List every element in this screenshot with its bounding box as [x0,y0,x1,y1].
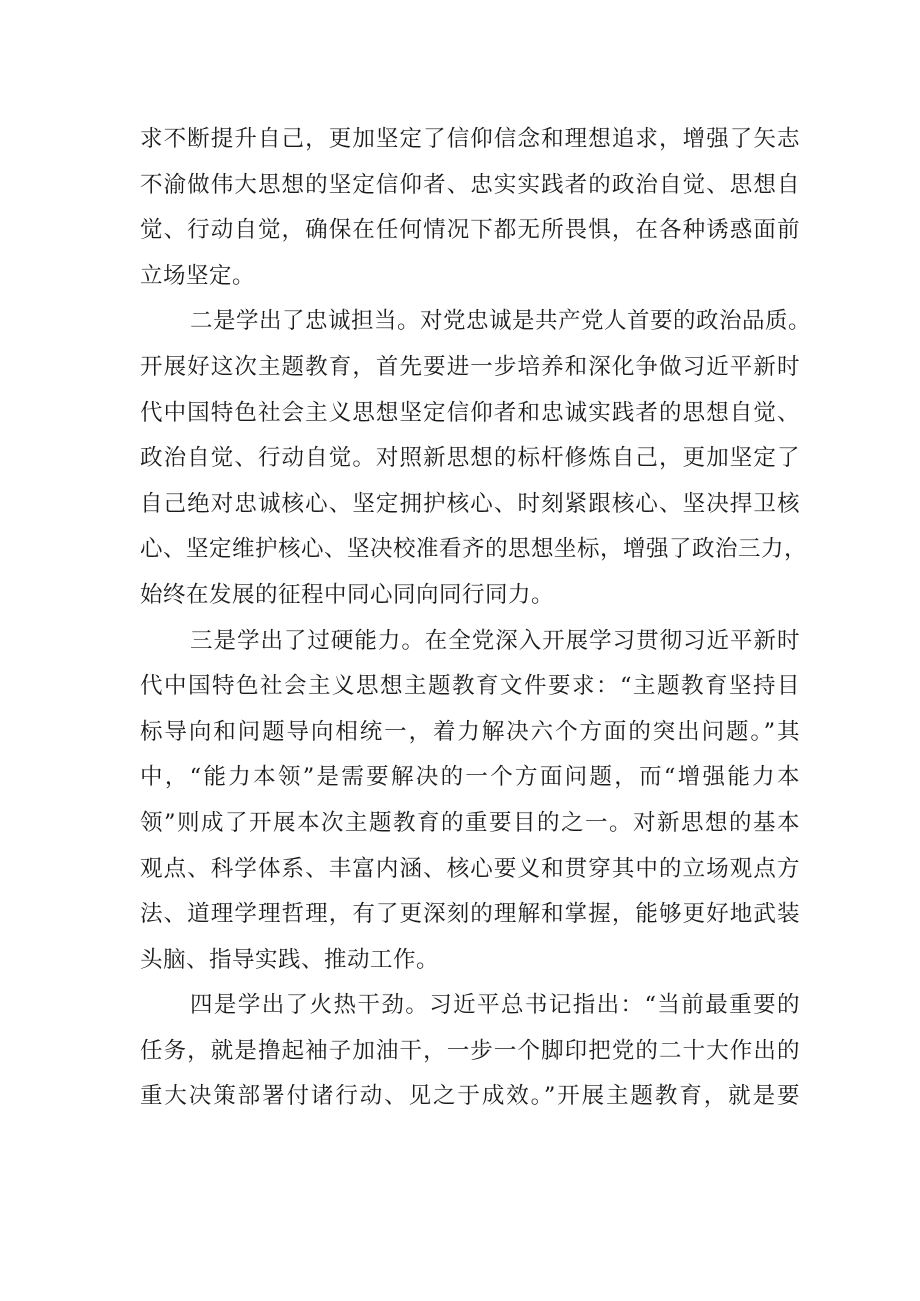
text-line: 自己绝对忠诚核心、坚定拥护核心、时刻紧跟核心、坚决捍卫核 [140,490,800,517]
text-line: 觉、行动自觉，确保在任何情况下都无所畏惧，在各种诱惑面前 [140,217,800,244]
text-line: 任务，就是撸起袖子加油干，一步一个脚印把党的二十大作出的 [140,1037,800,1064]
text-line: 立场坚定。 [140,262,256,289]
text-line: 观点、科学体系、丰富内涵、核心要义和贯穿其中的立场观点方 [140,855,800,882]
text-line: 法、道理学理哲理，有了更深刻的理解和掌握，能够更好地武装 [140,901,800,928]
text-line: 代中国特色社会主义思想主题教育文件要求：“主题教育坚持目 [140,673,800,700]
text-line: 政治自觉、行动自觉。对照新思想的标杆修炼自己，更加坚定了 [140,445,800,472]
text-line: 头脑、指导实践、推动工作。 [140,946,440,973]
text-line: 四是学出了火热干劲。习近平总书记指出：“当前最重要的 [190,992,800,1019]
text-line: 重大决策部署付诸行动、见之于成效。”开展主题教育，就是要 [140,1083,800,1110]
text-line: 三是学出了过硬能力。在全党深入开展学习贯彻习近平新时 [190,627,800,654]
text-line: 中，“能力本领”是需要解决的一个方面问题，而“增强能力本 [140,764,800,791]
text-line: 求不断提升自己，更加坚定了信仰信念和理想追求，增强了矢志 [140,126,800,152]
text-line: 领”则成了开展本次主题教育的重要目的之一。对新思想的基本 [140,809,800,836]
text-line: 心、坚定维护核心、坚决校准看齐的思想坐标，增强了政治三力， [140,536,808,563]
text-line: 不渝做伟大思想的坚定信仰者、忠实实践者的政治自觉、思想自 [140,171,800,198]
text-line: 标导向和问题导向相统一，着力解决六个方面的突出问题。”其 [140,718,800,745]
text-line: 二是学出了忠诚担当。对党忠诚是共产党人首要的政治品质。 [190,308,812,335]
text-line: 始终在发展的征程中同心同向同行同力。 [140,581,555,608]
text-line: 代中国特色社会主义思想坚定信仰者和忠诚实践者的思想自觉、 [140,399,800,426]
body-text [140,117,812,1120]
text-line: 开展好这次主题教育，首先要进一步培养和深化争做习近平新时 [140,353,800,380]
